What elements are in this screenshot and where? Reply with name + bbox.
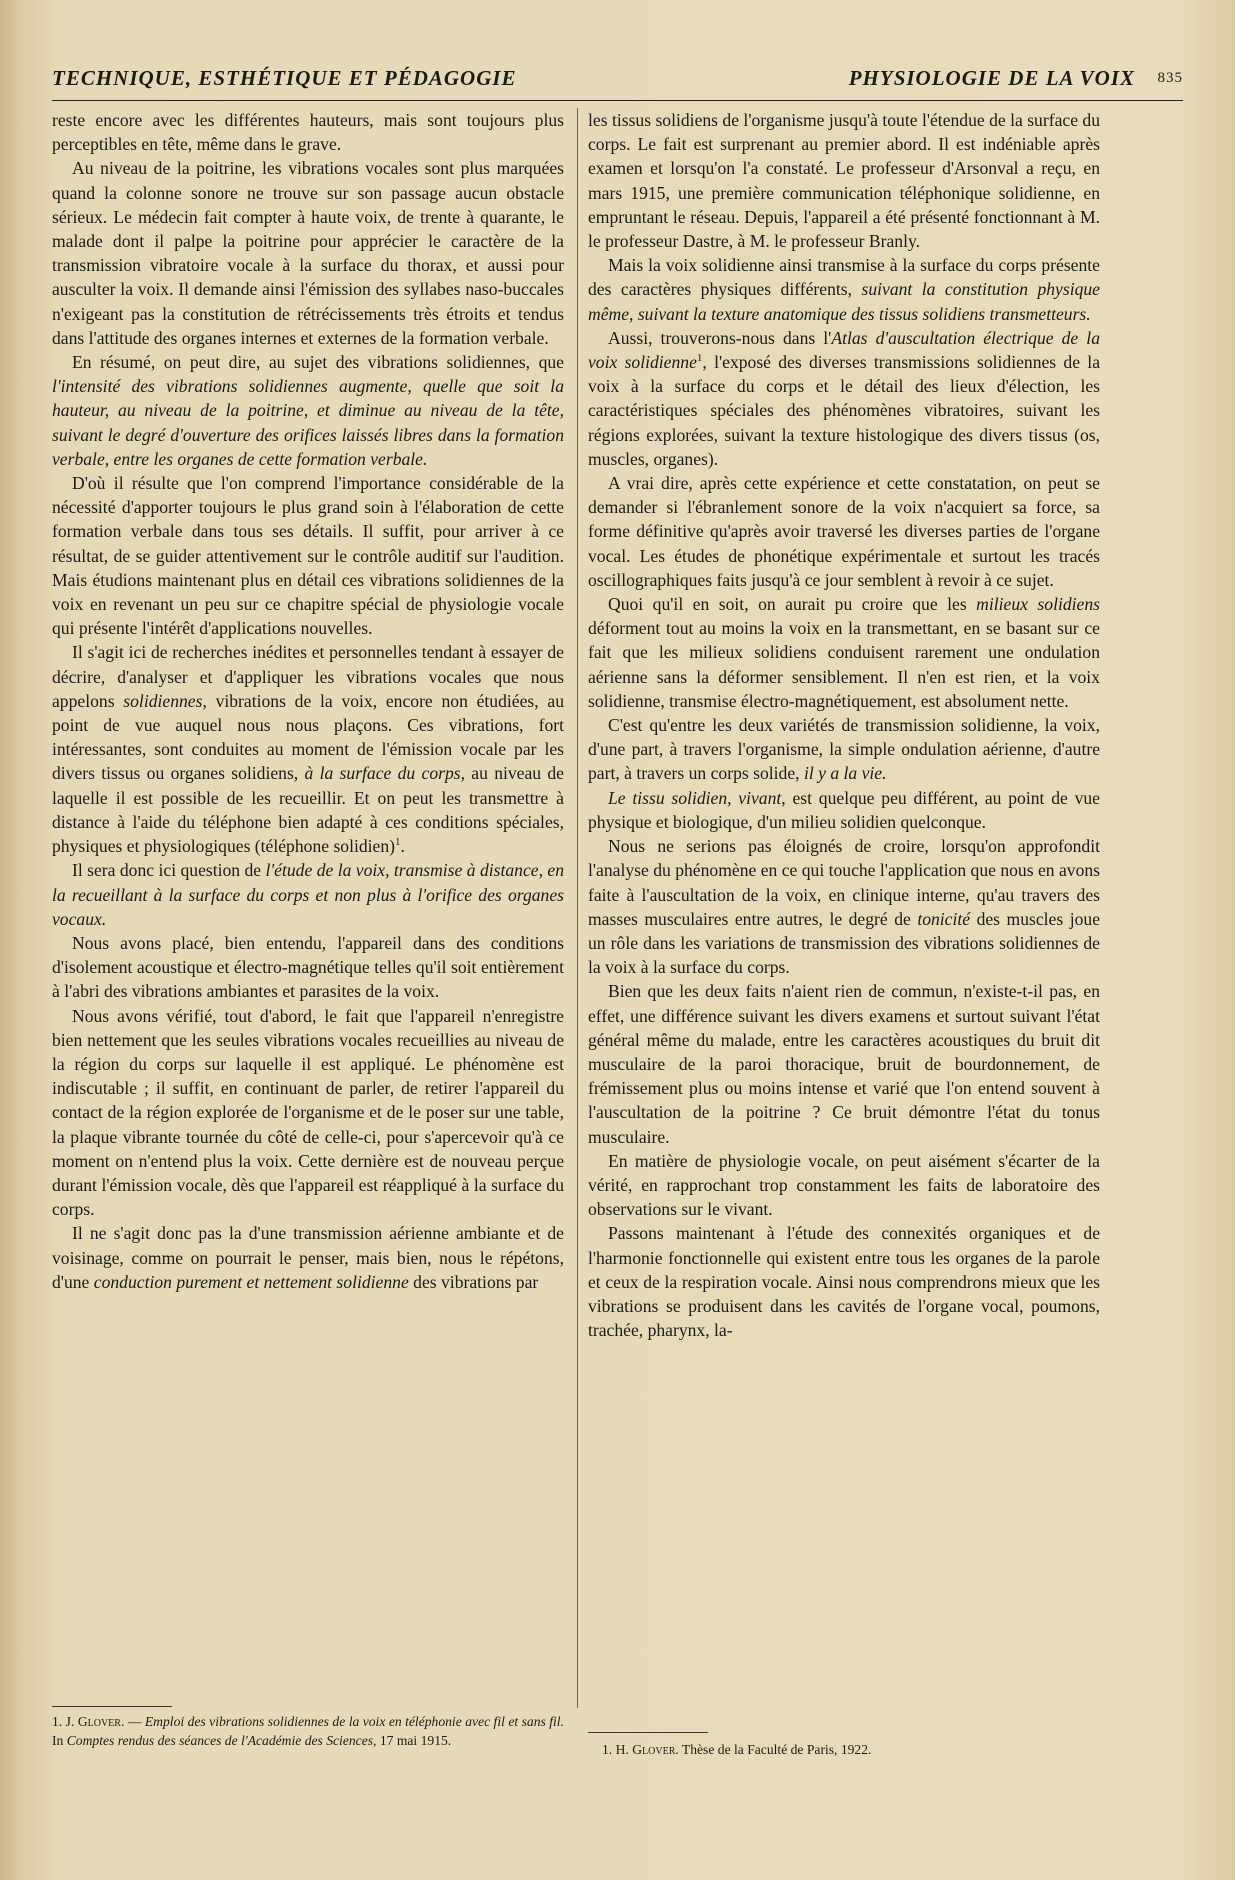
paragraph: Le tissu solidien, vivant, est quelque peu différent, au point de vue physique et biologique, d'un milieu solidien quelconque. bbox=[588, 787, 1100, 832]
paragraph: Bien que les deux faits n'aient rien de commun, n'existe-t-il pas, en effet, une différence suivant les divers examens et surtout suivant l'état général même du malade, entre les caractères acoustiques du bruit dit musculaire de la paroi thoracique, bruit de bourdonnement, de frémissement plus ou moins intense et varié que l'on entend souvent à l'auscultation de la poitrine ? Ce bruit démontre l'état du tonus musculaire. bbox=[588, 981, 1100, 1147]
column-divider bbox=[577, 108, 578, 1708]
paragraph: Il ne s'agit donc pas la d'une transmission aérienne ambiante et de voisinage, comme on pourrait le penser, mais bien, nous le répétons, d'une conduction purement et nettement solidienne des vibrations par bbox=[52, 1223, 564, 1292]
footnote-ref: 1 bbox=[395, 836, 401, 849]
paragraph: Nous ne serions pas éloignés de croire, lorsqu'on approfondit l'analyse du phénomène en ce qui touche l'application que nous en avons faite à l'auscultation de la voix, en clinique interne, qu'au travers des masses musculaires entre autres, le degré de tonicité des muscles joue un rôle dans les variations de transmission des vibrations solidiennes de la voix à la surface du corps. bbox=[588, 836, 1101, 978]
footnote-rule bbox=[52, 1706, 172, 1707]
header-right-title: PHYSIOLOGIE DE LA VOIX bbox=[848, 66, 1135, 90]
left-column bbox=[52, 108, 564, 1294]
right-footnote: 1. H. Glover. Thèse de la Faculté de Paris, 1922. bbox=[602, 1742, 872, 1757]
paragraph: Passons maintenant à l'étude des connexités organiques et de l'harmonie fonctionnelle qui existent entre tous les organes de la parole et ceux de la respiration vocale. Ainsi nous comprendrons mieux que les vibrations se produisent dans les cavités de l'organe vocal, poumons, trachée, pharynx, la- bbox=[588, 1223, 1100, 1341]
paragraph: En matière de physiologie vocale, on peut aisément s'écarter de la vérité, en rapprochant trop constamment les faits de laboratoire des observations sur le vivant. bbox=[588, 1150, 1100, 1220]
paragraph: reste encore avec les différentes hauteurs, mais sont toujours plus perceptibles en tête, même dans le grave. bbox=[52, 110, 564, 155]
paragraph: Il sera donc ici question de l'étude de la voix, transmise à distance, en la recueillant à la surface du corps et non plus à l'orifice des organes vocaux. bbox=[52, 860, 564, 929]
paragraph: En résumé, on peut dire, au sujet des vibrations solidiennes, que l'intensité des vibrations solidiennes augmente, quelle que soit la hauteur, au niveau de la poitrine, et diminue au niveau de la tête, suivant le degré d'ouverture des orifices laissés libres dans la formation verbale, entre les organes de cette formation verbale. bbox=[52, 352, 564, 469]
paragraph: Quoi qu'il en soit, on aurait pu croire que les milieux solidiens déforment tout au moins la voix en la transmettant, en se basant sur ce fait que les milieux solidiens conduisent rarement une ondulation aérienne sans la déformer sensiblement. Il n'en est rien, et la voix solidienne, transmise électro-magnétiquement, est absolument nette. bbox=[588, 594, 1100, 711]
paragraph: D'où il résulte que l'on comprend l'importance considérable de la nécessité d'apporter toujours le plus grand soin à l'élaboration de cette formation verbale dans tous ses détails. Il suffit, pour arriver à ce résultat, de se guider attentivement sur le contrôle auditif sur l'audition. Mais étudions maintenant plus en détail ces vibrations solidiennes de la voix en revenant un peu sur ce chapitre spécial de physiologie vocale qui présente l'intérêt d'applications nouvelles. bbox=[52, 473, 564, 639]
running-header bbox=[52, 66, 1183, 101]
page-number: 835 bbox=[1157, 70, 1183, 86]
header-left-title: TECHNIQUE, ESTHÉTIQUE ET PÉDAGOGIE bbox=[52, 66, 517, 90]
paragraph: C'est qu'entre les deux variétés de transmission solidienne, la voix, d'une part, à travers l'organisme, la simple ondulation aérienne, d'autre part, à travers un corps solide, il y a la vie. bbox=[588, 715, 1100, 784]
paragraph: Il s'agit ici de recherches inédites et personnelles tendant à essayer de décrire, d'analyser et d'appliquer les vibrations vocales que nous appelons solidiennes, vibrations de la voix, encore non étudiées, au point de vue auquel nous nous plaçons. Ces vibrations, fort intéressantes, sont conduites au moment de l'émission vocale par les divers tissus ou organes solidiens, à la surface du corps, au niveau de laquelle il est possible de les recueillir. Et on peut les transmettre à distance à l'aide du téléphone bien adapté à ces conditions spéciales, physiques et physiologiques (téléphone solidien)$^1$. bbox=[52, 642, 564, 857]
paragraph: Nous avons vérifié, tout d'abord, le fait que l'appareil n'enregistre bien nettement que les seules vibrations vocales recueillies au niveau de la région du corps sur laquelle il est appliqué. Le phénomène est indiscutable ; il suffit, en continuant de parler, de retirer l'appareil du contact de la région explorée de l'organisme et de le poser sur une table, la plaque vibrante tournée du côté de celle-ci, pour s'apercevoir qu'à ce moment on n'entend plus la voix. Cette dernière est de nouveau perçue durant l'émission vocale, dès que l'appareil est réappliqué à la surface du corps. bbox=[52, 1005, 564, 1220]
paragraph: les tissus solidiens de l'organisme jusqu'à toute l'étendue de la surface du corps. Le fait est surprenant au premier abord. Il est indéniable après examen et lorsqu'on l'a constaté. Le professeur d'Arsonval a reçu, en mars 1915, une première communication téléphonique solidienne, en empruntant le réseau. Depuis, l'appareil a été présenté fonctionnant à M. le professeur Dastre, à M. le professeur Branly. bbox=[588, 110, 1100, 252]
paragraph: Au niveau de la poitrine, les vibrations vocales sont plus marquées quand la colonne sonore ne trouve sur son passage aucun obstacle sérieux. Le médecin fait compter à haute voix, de trente à quarante, le malade dont il palpe la poitrine pour apprécier le caractère de la transmission vibratoire vocale à la surface du thorax, et aussi pour ausculter la voix. Il demande ainsi l'émission des syllabes naso-buccales n'exigeant pas la constitution de rétrécissements très étroits et tendus dans l'attitude des organes internes et externes de la formation verbale. bbox=[52, 158, 564, 348]
paragraph: Mais la voix solidienne ainsi transmise à la surface du corps présente des caractères physiques différents, suivant la constitution physique même, suivant la texture anatomique des tissus solidiens transmetteurs. bbox=[588, 255, 1100, 324]
footnote-ref: 1 bbox=[696, 352, 703, 365]
left-footnote: 1. J. Glover. — Emploi des vibrations solidiennes de la voix en téléphonie avec fil et sans fil. In Comptes rendus des séances de l'Académie des Sciences, 17 mai 1915. bbox=[52, 1714, 564, 1748]
paragraph: Nous avons placé, bien entendu, l'appareil dans des conditions d'isolement acoustique et électro-magnétique telles qu'il soit entièrement à l'abri des vibrations ambiantes et parasites de la voix. bbox=[52, 932, 564, 1002]
paragraph: Aussi, trouverons-nous dans l'Atlas d'auscultation électrique de la voix solidienne$^1$, l'exposé des diverses transmissions solidiennes de la voix à la surface du corps et le détail des lieux d'élection, les caractéristiques spéciales des phénomènes vibratoires, suivant les régions explorées, suivant la texture histologique des divers tissus (os, muscles, organes). bbox=[588, 327, 1100, 469]
paragraph: A vrai dire, après cette expérience et cette constatation, on peut se demander si l'ébranlement sonore de la voix n'acquiert sa force, sa forme définitive qu'après avoir traversé les diverses parties de l'organe vocal. Les études de phonétique expérimentale et surtout les tracés oscillographiques faits jusqu'à ce jour semblent à revoir à ce sujet. bbox=[588, 473, 1100, 590]
right-column bbox=[588, 108, 1100, 1342]
footnote-rule bbox=[588, 1732, 708, 1733]
